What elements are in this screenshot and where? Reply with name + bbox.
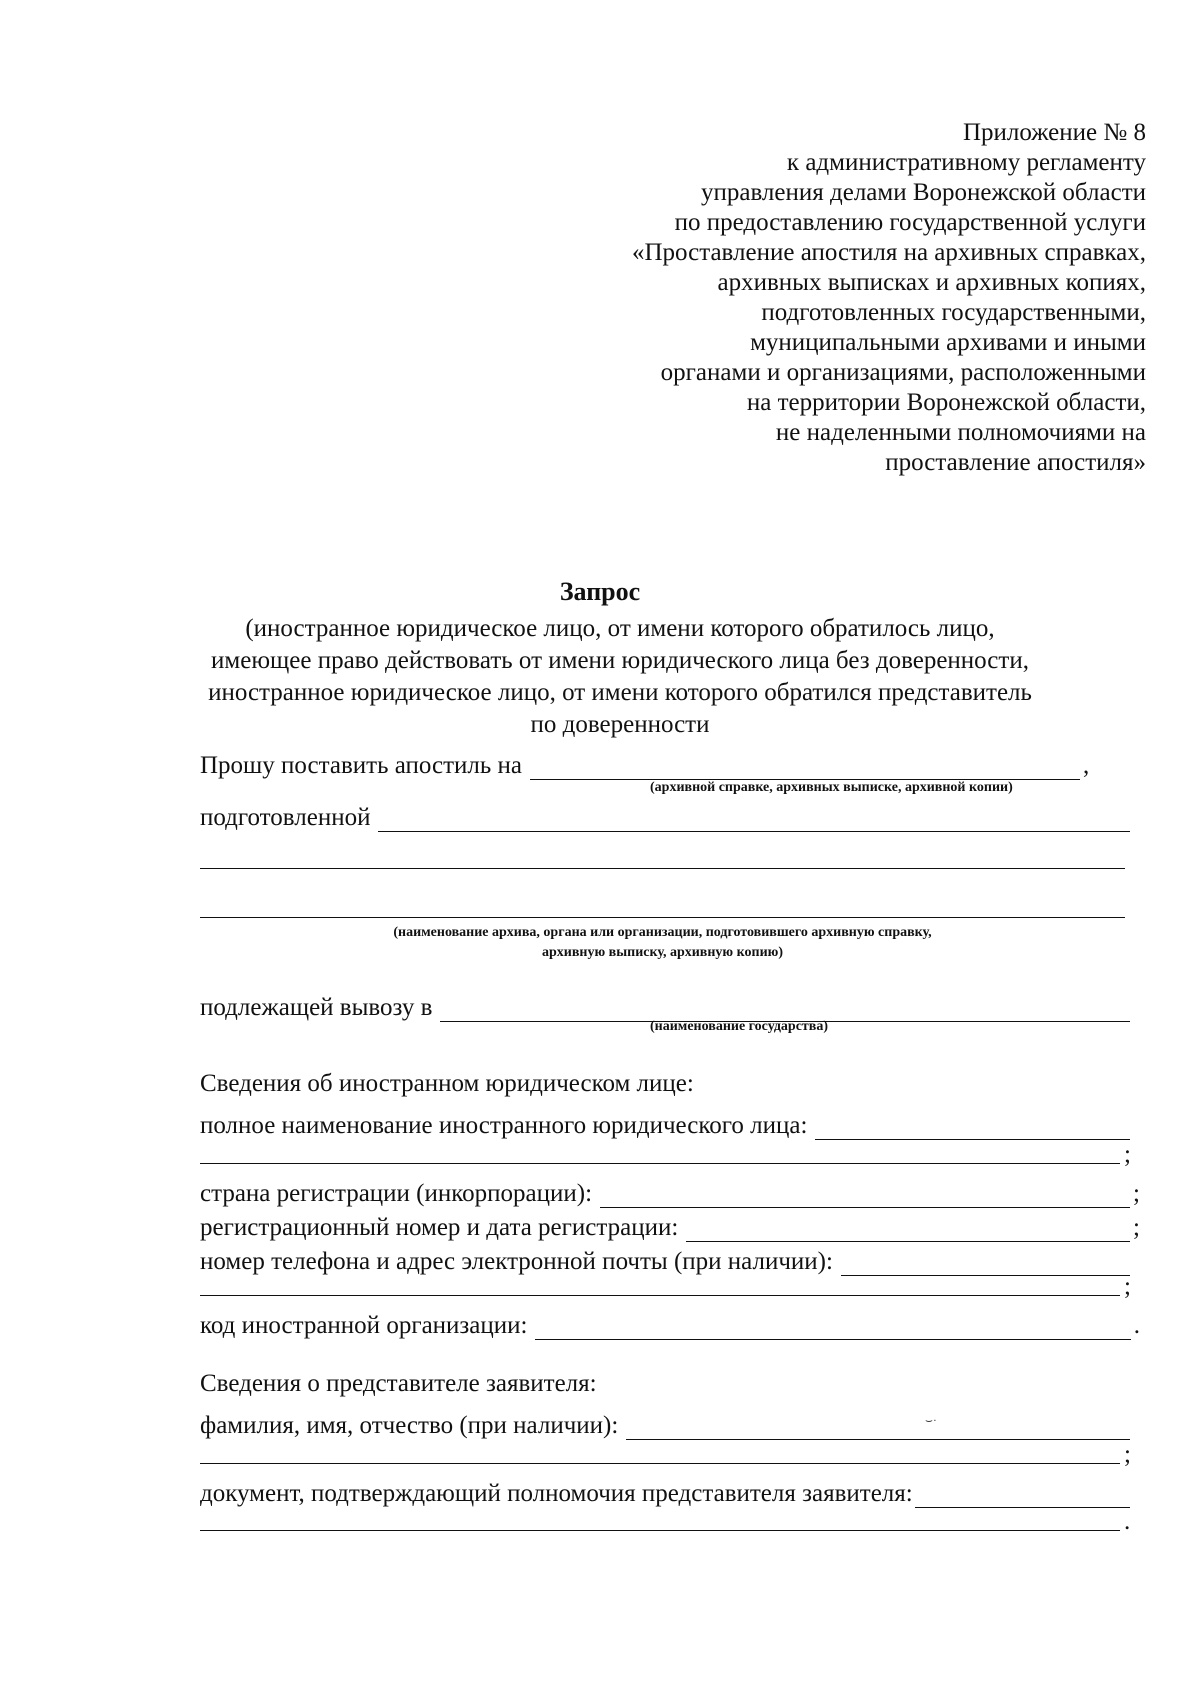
export-caption: (наименование государства) [650,1019,829,1034]
phone-email-row [200,1242,1140,1276]
prepared-field-line-3[interactable] [200,917,1125,918]
phone-email-label: номер телефона и адрес электронной почты (при наличии): [200,1248,833,1275]
semicolon: ; [1133,1214,1140,1241]
subtitle-line: имеющее право действовать от имени юридического лица без доверенности, [211,647,1029,674]
apostille-row [200,746,1140,780]
fio-field[interactable] [626,1413,1130,1440]
export-label: подлежащей вывозу в [200,994,433,1021]
subtitle-line: (иностранное юридическое лицо, от имени которого обратилось лицо, [245,615,995,642]
country-field[interactable] [600,1181,1130,1208]
appendix-line: не наделенными полномочиями на [775,419,1146,446]
document-field-line-2[interactable] [200,1530,1120,1531]
appendix-line: органами и организациями, расположенными [660,359,1146,386]
fio-label: фамилия, имя, отчество (при наличии): [200,1412,619,1439]
phone-email-field[interactable] [841,1249,1130,1276]
appendix-line: управления делами Воронежской области [700,179,1146,206]
subtitle-line: иностранное юридическое лицо, от имени которого обратился представитель [208,679,1032,706]
period: . [1124,1508,1131,1535]
org-code-row [200,1306,1140,1340]
appendix-line: архивных выписках и архивных копиях, [717,269,1146,296]
reg-number-field[interactable] [686,1215,1130,1242]
full-name-row [200,1106,1140,1140]
prepared-row [200,798,1140,832]
apostille-field[interactable] [530,753,1080,780]
reg-number-label: регистрационный номер и дата регистрации: [200,1214,679,1241]
prepared-field-line-2[interactable] [200,868,1125,869]
comma: , [1083,752,1090,779]
phone-email-field-line-2[interactable] [200,1295,1120,1296]
prepared-caption [200,923,1125,963]
appendix-line: по предоставлению государственной услуги [674,209,1146,236]
org-code-field[interactable] [535,1313,1130,1340]
scan-mark-icon: ⌣· [925,1413,937,1427]
prepared-field[interactable] [378,805,1130,832]
org-code-label: код иностранной организации: [200,1312,528,1339]
document-field[interactable] [915,1481,1130,1508]
prepared-caption-line: архивную выписку, архивную копию) [541,945,784,960]
country-row [200,1174,1140,1208]
appendix-line: Приложение № 8 [962,119,1146,146]
apostille-label: Прошу поставить апостиль на [200,752,523,779]
fio-field-line-2[interactable] [200,1463,1120,1464]
prepared-caption-line: (наименование архива, органа или организации, подготовившего архивную справку, [393,925,932,940]
appendix-block [506,118,1146,478]
semicolon: ; [1124,1141,1131,1168]
apostille-caption: (архивной справке, архивных выписке, архивной копии) [650,780,1013,795]
appendix-line: муниципальными архивами и иными [750,329,1146,356]
appendix-line: на территории Воронежской области, [746,389,1146,416]
representative-heading: Сведения о представителе заявителя: [200,1370,597,1397]
full-name-field-line-2[interactable] [200,1163,1120,1164]
reg-number-row [200,1208,1140,1242]
semicolon: ; [1124,1273,1131,1300]
appendix-line: к административному регламенту [786,149,1146,176]
subtitle-line: по доверенности [530,711,710,738]
semicolon: ; [1124,1441,1131,1468]
legal-entity-heading: Сведения об иностранном юридическом лице: [200,1070,694,1097]
period: . [1133,1312,1140,1339]
document-row [200,1474,1140,1508]
full-name-field[interactable] [815,1113,1130,1140]
appendix-line: подготовленных государственными, [761,299,1146,326]
appendix-line: проставление апостиля» [885,449,1146,476]
full-name-label: полное наименование иностранного юридического лица: [200,1112,808,1139]
document-subtitle [180,613,1060,741]
prepared-label: подготовленной [200,804,371,831]
appendix-line: «Проставление апостиля на архивных справках, [631,239,1146,266]
document-title: Запрос [559,577,641,606]
document-label: документ, подтверждающий полномочия представителя заявителя: [200,1480,913,1507]
country-label: страна регистрации (инкорпорации): [200,1180,593,1207]
fio-row [200,1406,1140,1440]
semicolon: ; [1133,1180,1140,1207]
